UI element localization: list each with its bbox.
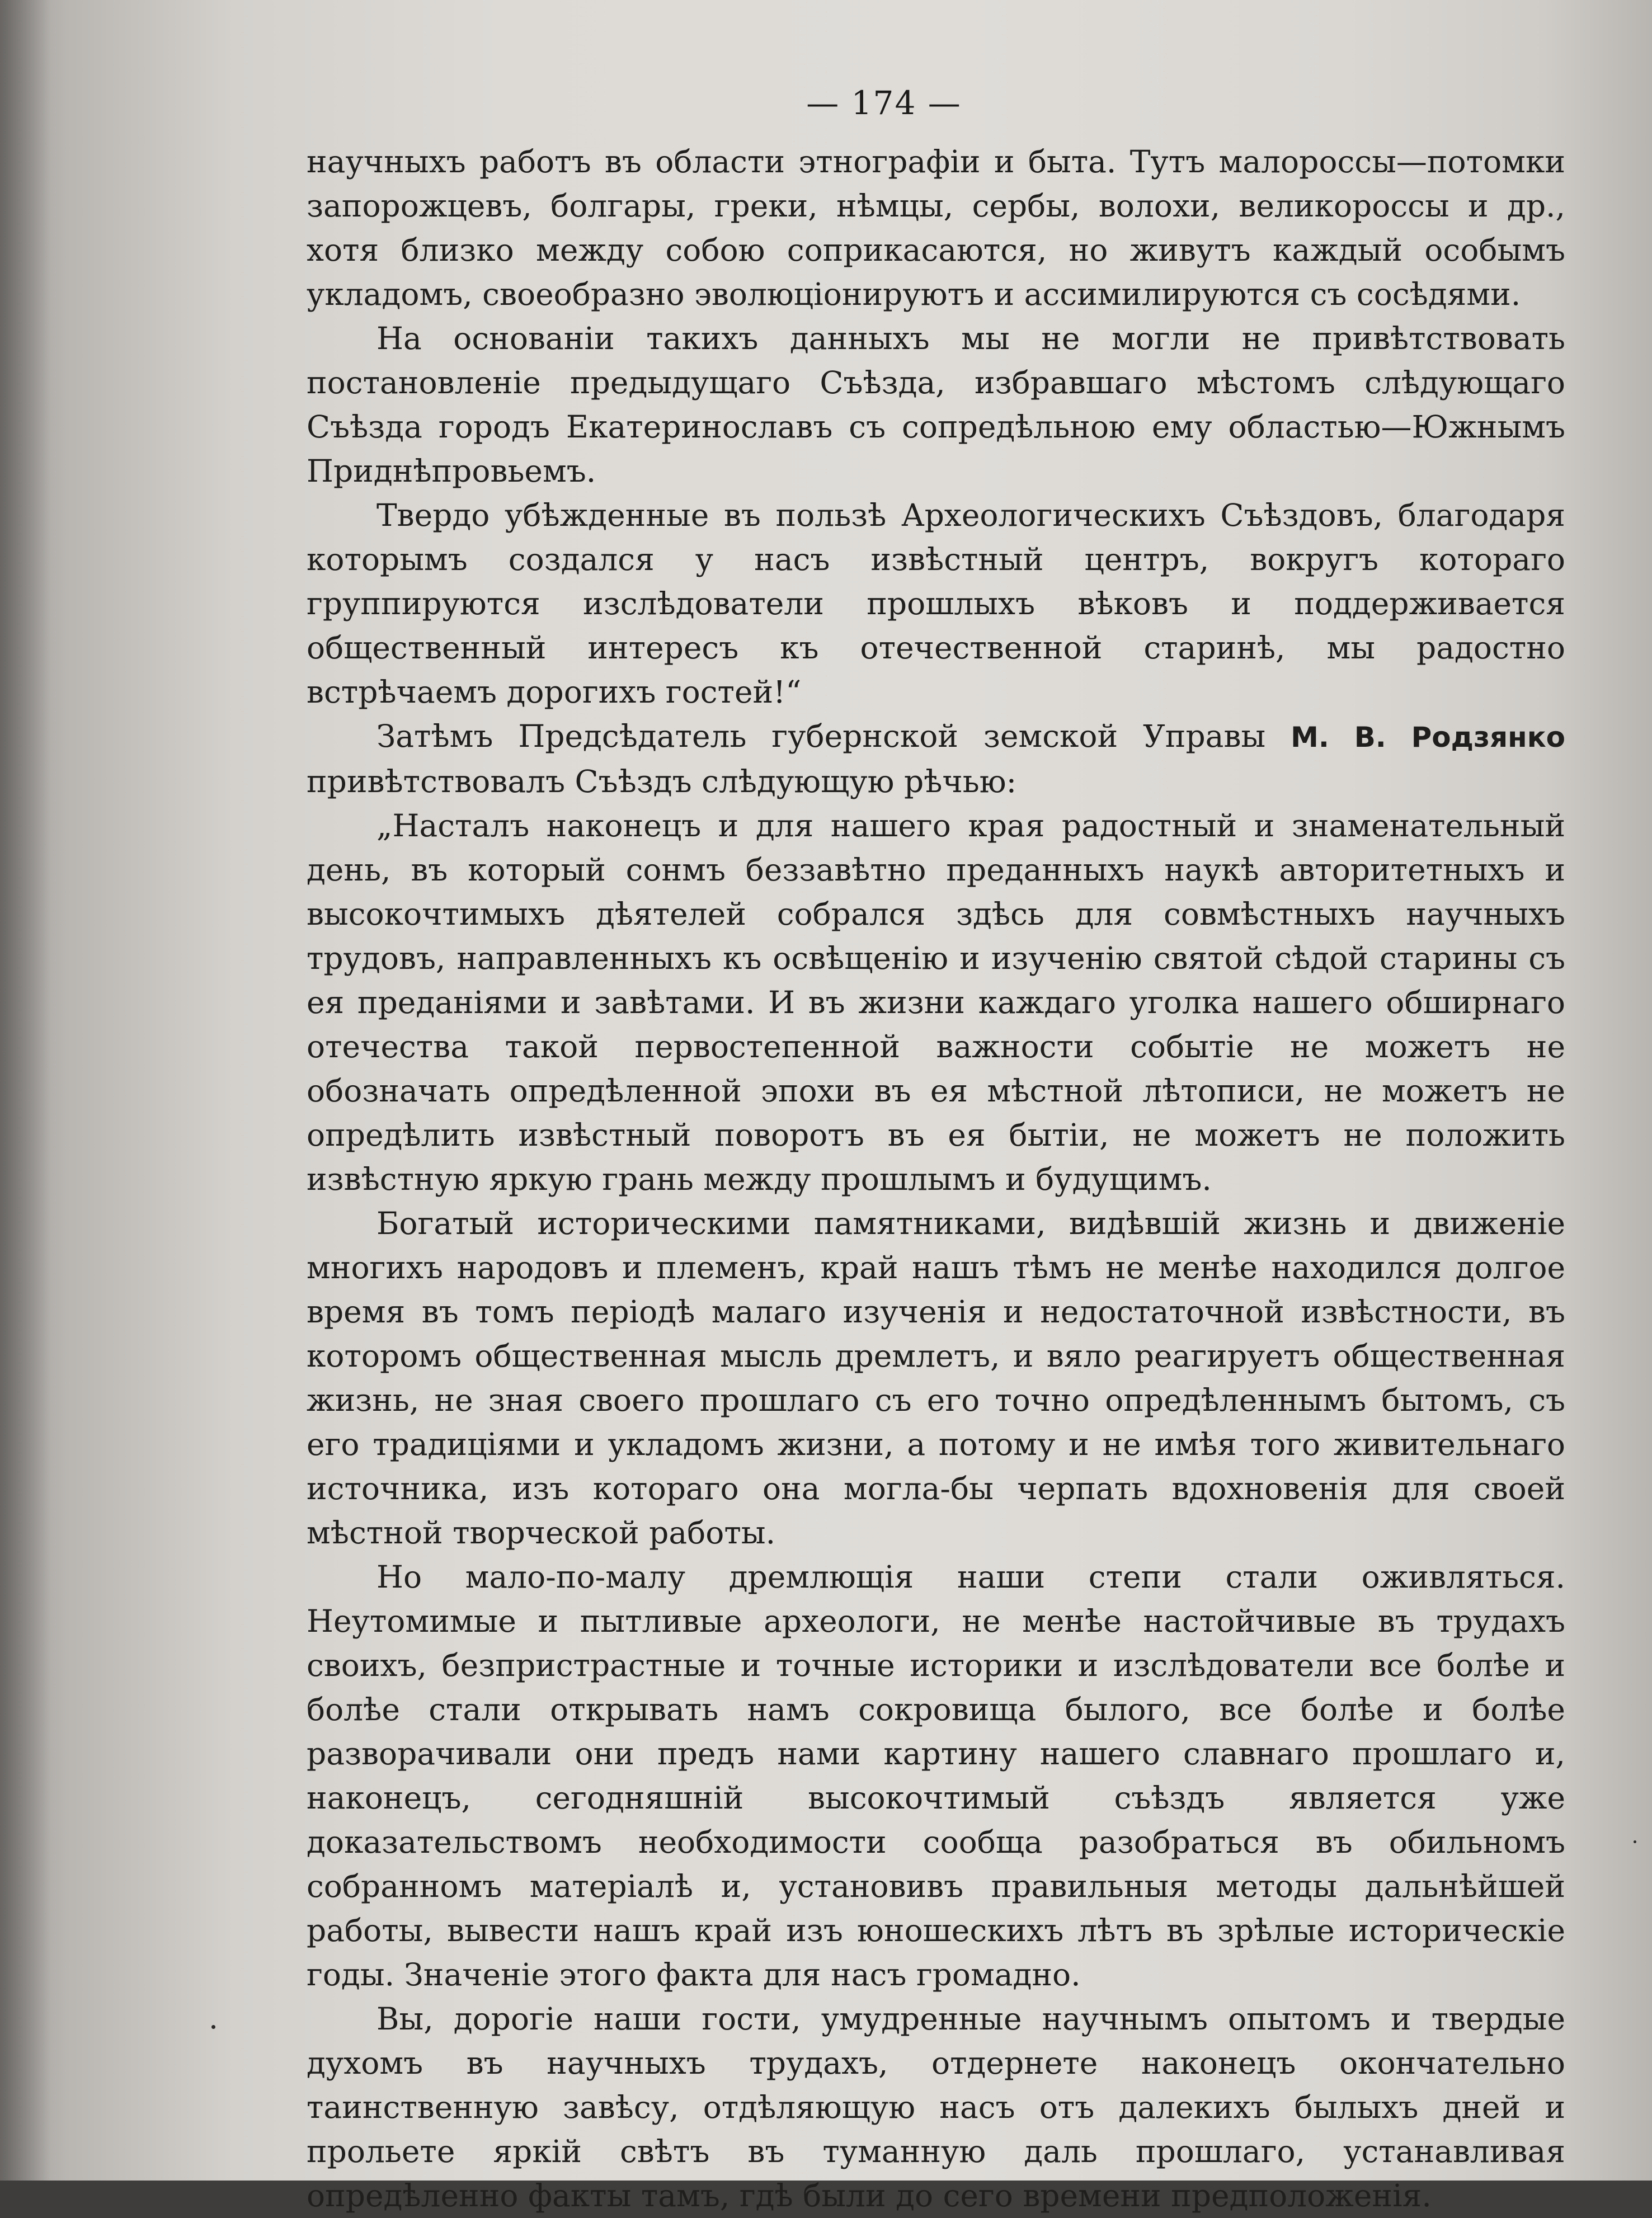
paragraph-4 bbox=[307, 714, 1565, 804]
paragraph-1: научныхъ работъ въ области этнографіи и быта. Тутъ малороссы—потомки запорожцевъ, болгары, греки, нѣмцы, сербы, волохи, великороссы и др., хотя близко между собою соприкасаются, но живутъ каждый особымъ укладомъ, своеобразно эволюціонируютъ и ассимилируются съ сосѣдями. bbox=[307, 144, 1565, 312]
ink-speck bbox=[1634, 1840, 1636, 1843]
paragraph-8: Вы, дорогіе наши гости, умудренные научнымъ опытомъ и твердые духомъ въ научныхъ трудахъ, отдернете наконецъ окончательно таинственную завѣсу, отдѣляющую насъ отъ далекихъ былыхъ дней и прольете яркій свѣтъ въ туманную даль прошлаго, устанавливая опредѣленно факты тамъ, гдѣ были до сего времени предположенія. bbox=[307, 2001, 1565, 2214]
paragraph-7: Но мало-по-малу дремлющія наши степи стали оживляться. Неутомимые и пытливые археологи, не менѣе настойчивые въ трудахъ своихъ, безпристрастные и точные историки и изслѣдователи все болѣе и болѣе стали открывать намъ сокровища былого, все болѣе и болѣе разворачивали они предъ нами картину нашего славнаго прошлаго и, наконецъ, сегодняшній высокочтимый съѣздъ является уже доказательствомъ необходимости сообща разобраться въ обильномъ собранномъ матеріалѣ и, установивъ правильныя методы дальнѣйшей работы, вывести нашъ край изъ юношескихъ лѣтъ въ зрѣлые историческіе годы. Значеніе этого факта для насъ громадно. bbox=[307, 1559, 1565, 1993]
paragraph-4-after: привѣтствовалъ Съѣздъ слѣдующую рѣчью: bbox=[307, 764, 1017, 799]
paragraph-4-before: Затѣмъ Предсѣдатель губернской земской Управы bbox=[376, 718, 1291, 754]
ink-speck bbox=[211, 2025, 215, 2029]
paragraph-2: На основаніи такихъ данныхъ мы не могли не привѣтствовать постановленіе предыдущаго Съѣзда, избравшаго мѣстомъ слѣдующаго Съѣзда городъ Екатеринославъ съ сопредѣльною ему областью—Южнымъ Приднѣпровьемъ. bbox=[307, 321, 1565, 489]
paragraph-6: Богатый историческими памятниками, видѣвшій жизнь и движеніе многихъ народовъ и племенъ, край нашъ тѣмъ не менѣе находился долгое время въ томъ періодѣ малаго изученія и недостаточной извѣстности, въ которомъ общественная мысль дремлетъ, и вяло реагируетъ общественная жизнь, не зная своего прошлаго съ его точно опредѣленнымъ бытомъ, съ его традиціями и укладомъ жизни, а потому и не имѣя того живительнаго источника, изъ котораго она могла-бы черпать вдохновенія для своей мѣстной творческой работы. bbox=[307, 1205, 1565, 1551]
paragraph-3: Твердо убѣжденные въ пользѣ Археологическихъ Съѣздовъ, благодаря которымъ создался у насъ извѣстный центръ, вокругъ котораго группируются изслѣдователи прошлыхъ вѣковъ и поддерживается общественный интересъ къ отечественной старинѣ, мы радостно встрѣчаемъ дорогихъ гостей!“ bbox=[307, 497, 1565, 710]
page-gutter-shadow bbox=[0, 0, 50, 2181]
paragraph-5: „Насталъ наконецъ и для нашего края радостный и знаменательный день, въ который сонмъ беззавѣтно преданныхъ наукѣ авторитетныхъ и высокочтимыхъ дѣятелей собрался здѣсь для совмѣстныхъ научныхъ трудовъ, направленныхъ къ освѣщенію и изученію святой сѣдой старины съ ея преданіями и завѣтами. И въ жизни каждаго уголка нашего обширнаго отечества такой первостепенной важности событіе не можетъ не обозначать опредѣленной эпохи въ ея мѣстной лѣтописи, не можетъ не опредѣлить извѣстный поворотъ въ ея бытіи, не можетъ не положить извѣстную яркую грань между прошлымъ и будущимъ. bbox=[307, 808, 1565, 1197]
body-text bbox=[307, 140, 1565, 2218]
speaker-name: М. В. Родзянко bbox=[1291, 721, 1565, 754]
page-number: — 174 — bbox=[806, 84, 962, 122]
